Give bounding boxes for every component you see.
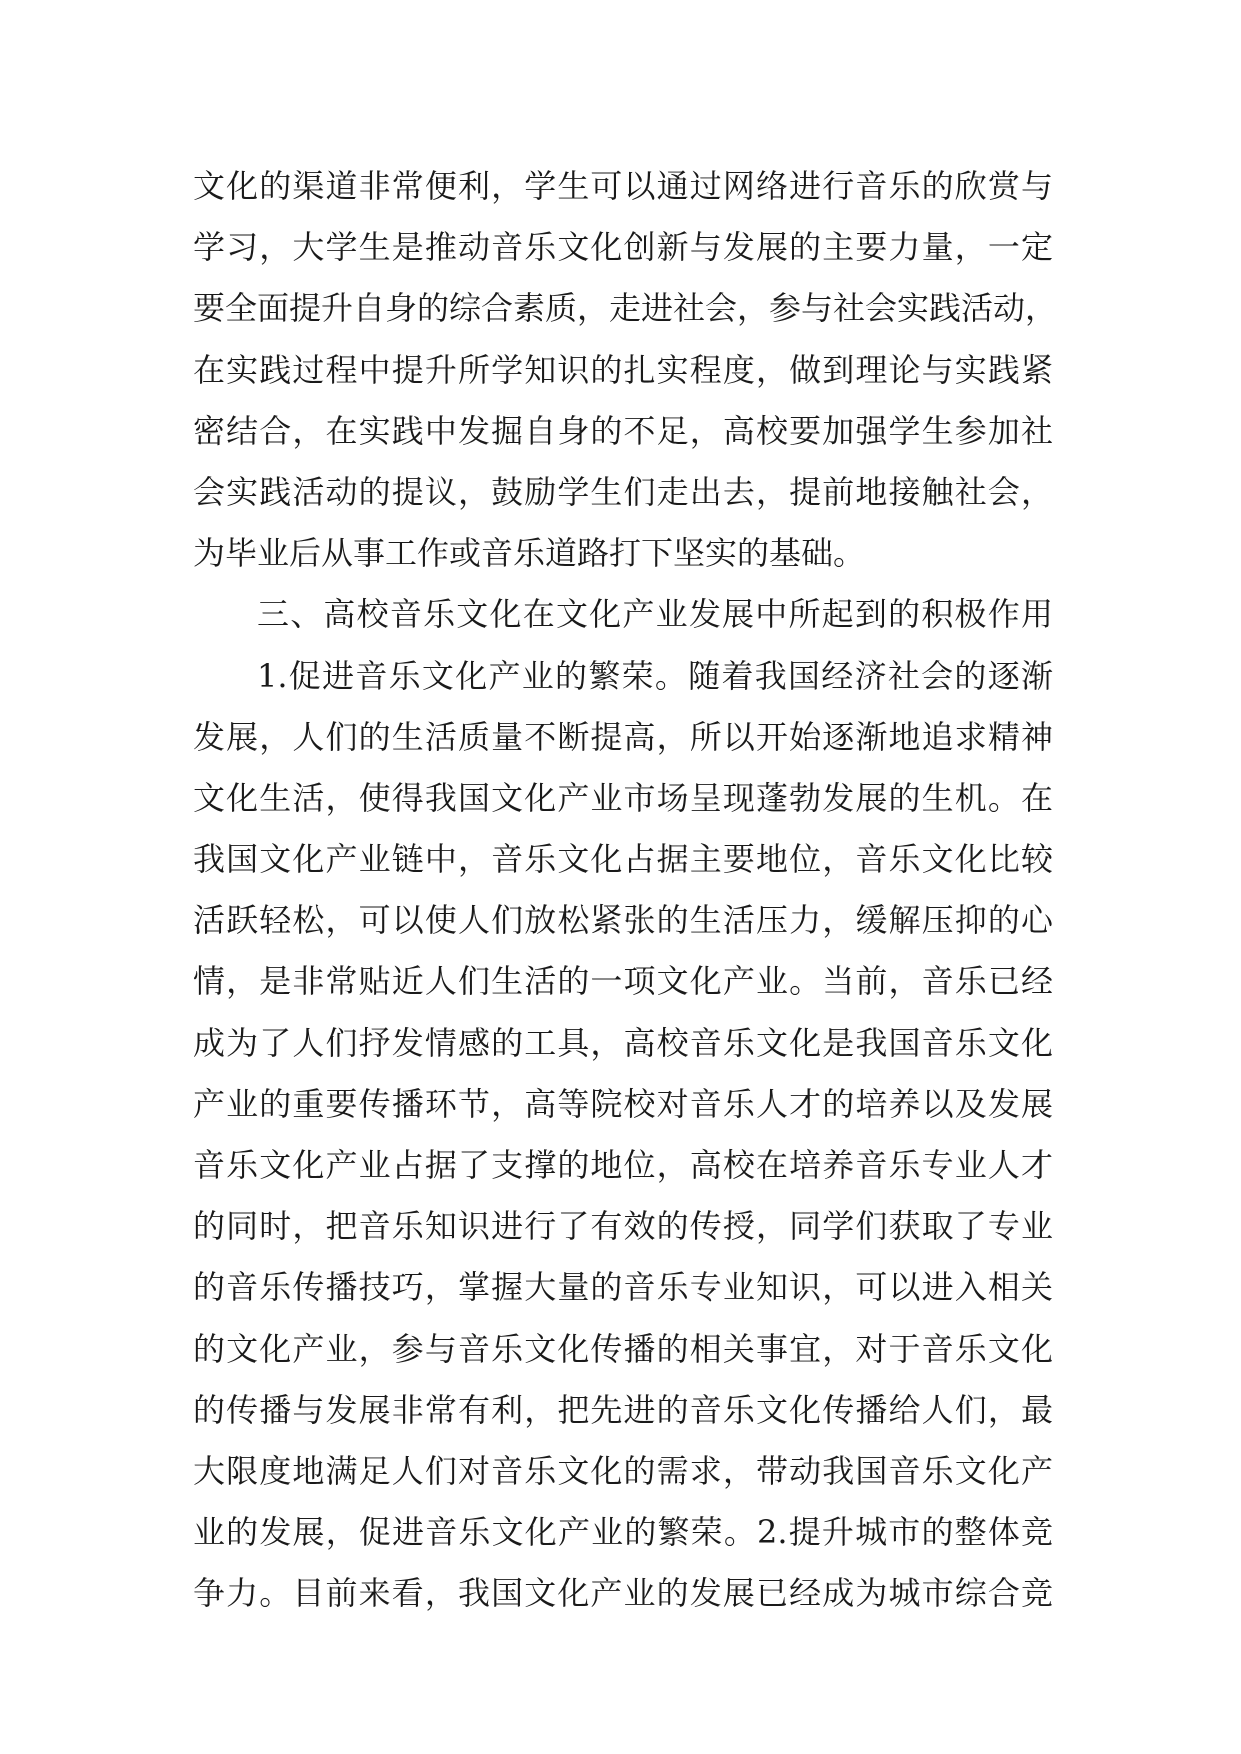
text-line: 密结合，在实践中发掘自身的不足，高校要加强学生参加社 [193,411,1053,450]
text-line: 1.促进音乐文化产业的繁荣。随着我国经济社会的逐渐 [257,656,1053,695]
text-line: 文化的渠道非常便利，学生可以通过网络进行音乐的欣赏与 [193,167,1053,205]
text-line: 要全面提升自身的综合素质，走进社会，参与社会实践活动， [193,289,1058,328]
text-line: 的传播与发展非常有利，把先进的音乐文化传播给人们，最 [193,1390,1053,1429]
text-line: 的文化产业，参与音乐文化传播的相关事宜，对于音乐文化 [193,1329,1053,1368]
text-line: 文化生活，使得我国文化产业市场呈现蓬勃发展的生机。在 [193,778,1053,817]
text-line: 在实践过程中提升所学知识的扎实程度，做到理论与实践紧 [193,350,1053,389]
text-line: 大限度地满足人们对音乐文化的需求，带动我国音乐文化产 [193,1451,1053,1490]
text-line: 学习，大学生是推动音乐文化创新与发展的主要力量，一定 [193,228,1053,267]
text-line: 争力。目前来看，我国文化产业的发展已经成为城市综合竞 [193,1574,1053,1613]
text-line: 音乐文化产业占据了支撑的地位，高校在培养音乐专业人才 [193,1146,1053,1184]
text-line: 成为了人们抒发情感的工具，高校音乐文化是我国音乐文化 [193,1023,1053,1062]
text-line: 发展，人们的生活质量不断提高，所以开始逐渐地追求精神 [193,717,1053,756]
text-line: 会实践活动的提议，鼓励学生们走出去，提前地接触社会， [193,472,1053,511]
body-text [193,156,1058,1625]
text-line: 的音乐传播技巧，掌握大量的音乐专业知识，可以进入相关 [193,1268,1053,1307]
text-line: 情，是非常贴近人们生活的一项文化产业。当前，音乐已经 [193,962,1053,1001]
text-line: 产业的重要传播环节，高等院校对音乐人才的培养以及发展 [193,1084,1053,1123]
text-line: 我国文化产业链中，音乐文化占据主要地位，音乐文化比较 [193,840,1053,879]
section-heading: 三、高校音乐文化在文化产业发展中所起到的积极作用 [257,595,1053,634]
text-line: 为毕业后从事工作或音乐道路打下坚实的基础。 [193,534,866,573]
text-line: 业的发展，促进音乐文化产业的繁荣。2.提升城市的整体竞 [193,1513,1053,1552]
text-line: 活跃轻松，可以使人们放松紧张的生活压力，缓解压抑的心 [193,901,1053,940]
text-line: 的同时，把音乐知识进行了有效的传授，同学们获取了专业 [193,1207,1053,1246]
